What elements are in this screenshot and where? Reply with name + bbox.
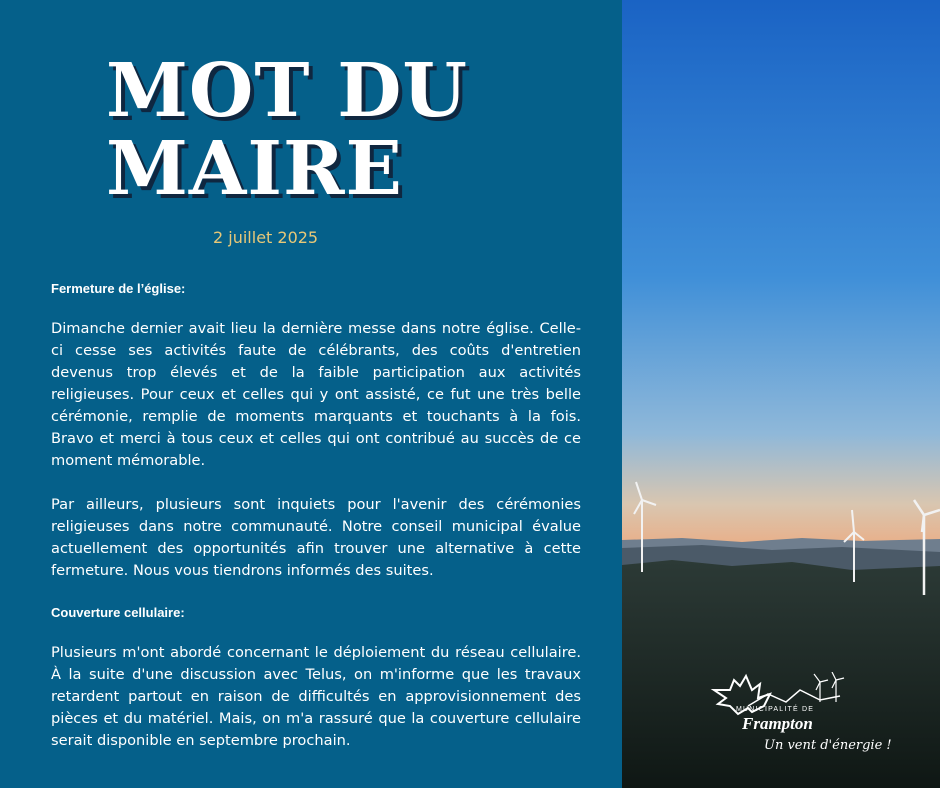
municipality-logo bbox=[708, 672, 892, 772]
wind-turbines-photo bbox=[622, 0, 940, 788]
logo-town-name: Frampton bbox=[742, 714, 813, 733]
paragraph: Par ailleurs, plusieurs sont inquiets pour l'avenir des cérémonies religieuses dans notre communauté. Notre conseil municipal évalue actuellement des opportunités afin trouver une alternative à cette fermeture. Nous vous tiendrons informés des suites. bbox=[51, 496, 581, 579]
section-heading-church: Fermeture de l’église: bbox=[51, 281, 186, 296]
title-line-1: MOT DU bbox=[106, 48, 468, 134]
title-line-2: MAIRE bbox=[106, 126, 403, 212]
section-heading-cellular: Couverture cellulaire: bbox=[51, 605, 185, 620]
logo-municipalite-text: MUNICIPALITÉ DE bbox=[736, 706, 815, 713]
paragraph: Plusieurs m'ont abordé concernant le déploiement du réseau cellulaire. À la suite d'une discussion avec Telus, on m'informe que les travaux retardent partout en raison de difficultés en approvisionnement des pièces et du matériel. Mais, on m'a rassuré que la couverture cellulaire serait disponible en septembre prochain. bbox=[51, 644, 581, 749]
publication-date: 2 juillet 2025 bbox=[213, 228, 319, 247]
paragraph: Dimanche dernier avait lieu la dernière messe dans notre église. Celle-ci cesse ses activités faute de célébrants, des coûts d'entretien devenus trop élevés et de la faible participation aux activités religieuses. Pour ceux et celles qui y ont assisté, ce fut une très belle cérémonie, remplie de moments marquants et touchants à la fois. Bravo et merci à tous ceux et celles qui ont contribué au succès de ce moment mémorable. bbox=[51, 320, 581, 469]
article-body bbox=[51, 280, 581, 774]
page-title bbox=[106, 48, 468, 212]
logo-slogan: Un vent d'énergie ! bbox=[764, 738, 892, 753]
